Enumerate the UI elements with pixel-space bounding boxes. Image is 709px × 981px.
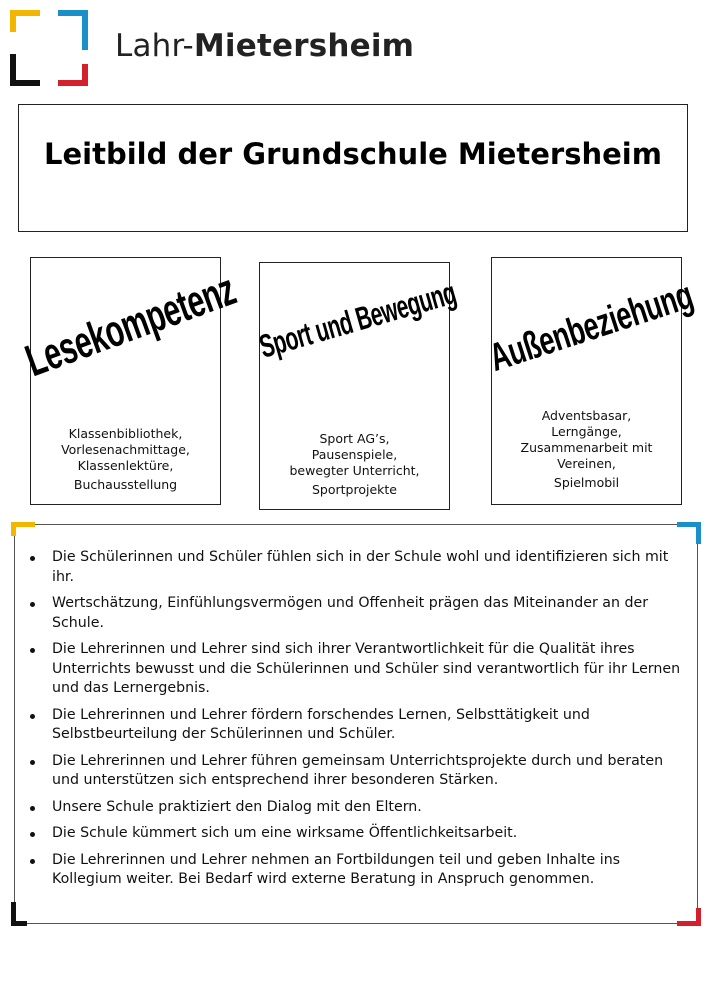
bullet-icon [30, 648, 35, 653]
frame-corner-bottom-left [11, 921, 27, 926]
page-title: Leitbild der Grundschule Mietersheim [44, 137, 662, 171]
list-item: Wertschätzung, Einfühlungsvermögen und Offenheit prägen das Miteinander an der Schule. [28, 594, 688, 633]
list-item: Die Lehrerinnen und Lehrer führen gemeinsam Unterrichtsprojekte durch und beraten und unterstützen sich entsprechend ihrer besonderen Stärken. [28, 752, 688, 791]
principles-list [28, 548, 688, 897]
bullet-icon [30, 556, 35, 561]
pillar-heading: Sport und Bewegung [255, 275, 460, 366]
pillar-sport-und-bewegung [255, 262, 460, 510]
pillar-description: Sport AG’s, Pausenspiele, bewegter Unterricht, Sportprojekte [289, 431, 420, 497]
bullet-icon [30, 760, 35, 765]
pillar-heading: Lesekompetenz [19, 265, 242, 387]
pillar-aussenbeziehung [484, 257, 698, 505]
frame-top-line [14, 524, 698, 525]
pillar-lesekompetenz [19, 257, 242, 505]
bullet-icon [30, 806, 35, 811]
org-name: Lahr-Mietersheim [115, 28, 415, 64]
frame-corner-top-right [696, 522, 701, 544]
bullet-icon [30, 602, 35, 607]
bullet-icon [30, 859, 35, 864]
frame-bottom-line [14, 923, 698, 924]
school-logo [10, 10, 90, 90]
list-item: Unsere Schule praktiziert den Dialog mit den Eltern. [28, 798, 688, 818]
frame-corner-bottom-right [677, 921, 701, 926]
title-box [18, 104, 688, 232]
list-item: Die Schülerinnen und Schüler fühlen sich in der Schule wohl und identifizieren sich mit ihr. [28, 548, 688, 587]
list-item: Die Lehrerinnen und Lehrer sind sich ihrer Verantwortlichkeit für die Qualität ihres Unterrichts bewusst und die Schülerinnen und Schüler sind verantwortlich für ihr Lernen und das Lernergebnis. [28, 640, 688, 699]
pillar-heading: Außenbeziehung [484, 273, 698, 380]
pillar-description: Klassenbibliothek, Vorlesenachmittage, Klassenlektüre, Buchausstellung [61, 426, 190, 492]
frame-left-line [14, 524, 15, 924]
frame-right-line [697, 524, 698, 924]
list-item: Die Lehrerinnen und Lehrer fördern forschendes Lernen, Selbsttätigkeit und Selbstbeurteilung der Schülerinnen und Schüler. [28, 706, 688, 745]
list-item: Die Lehrerinnen und Lehrer nehmen an Fortbildungen teil und geben Inhalte ins Kollegium weiter. Bei Bedarf wird externe Beratung in Anspruch genommen. [28, 851, 688, 890]
frame-corner-top-left [11, 522, 16, 536]
pillar-description: Adventsbasar, Lerngänge, Zusammenarbeit mit Vereinen, Spielmobil [520, 408, 653, 490]
list-item: Die Schule kümmert sich um eine wirksame Öffentlichkeitsarbeit. [28, 824, 688, 844]
bullet-icon [30, 832, 35, 837]
bullet-icon [30, 714, 35, 719]
